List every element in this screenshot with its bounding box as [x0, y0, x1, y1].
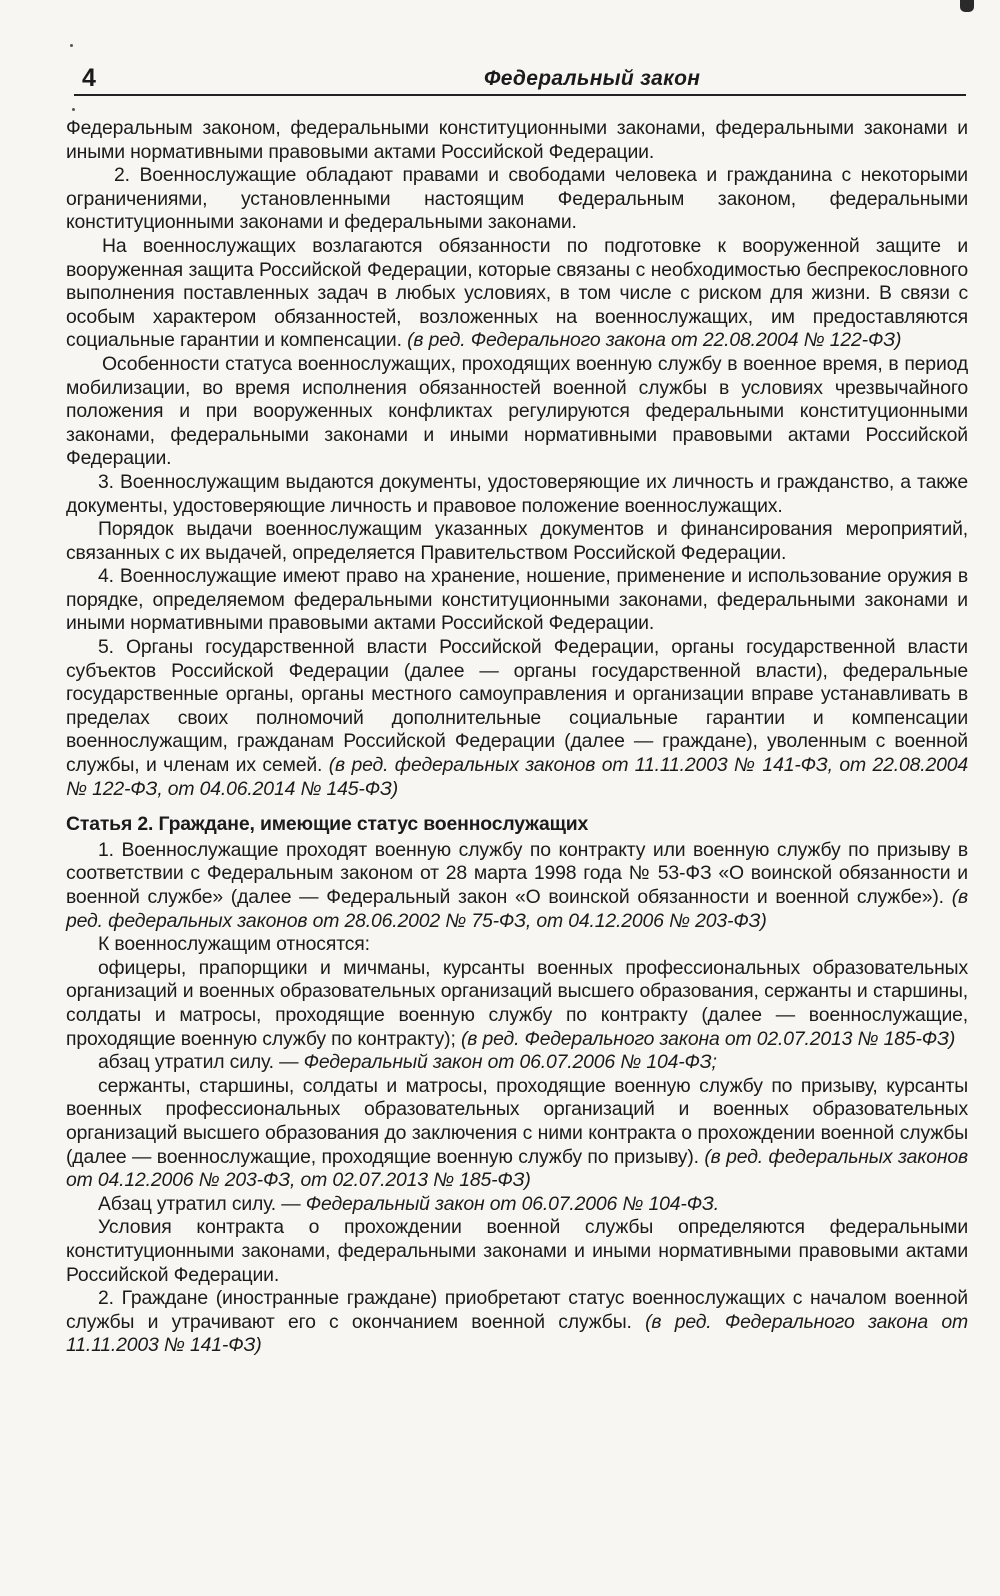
paragraph: Федеральным законом, федеральными конституционными законами, федеральными законами и иными нормативными правовыми актами Российской Федерации. [66, 117, 968, 163]
paragraph: На военнослужащих возлагаются обязанности по подготовке к вооруженной защите и вооруженная защита Российской Федерации, которые связаны с необходимостью беспрекословного выполнения поставленных задач в любых условиях, в том числе с риском для жизни. В связи с особым характером обязанностей, возложенных на военнослужащих, им предоставляются социальные гарантии и компенсации. (в ред. Федерального закона от 22.08.2004 № 122-ФЗ) [66, 234, 968, 352]
scan-artifact [960, 0, 974, 12]
amendment-reference: (в ред. федеральных законов от 28.06.2002 № 75-ФЗ, от 04.12.2006 № 203-ФЗ) [66, 886, 968, 932]
amendment-reference: (в ред. федеральных законов от 11.11.2003 № 141-ФЗ, от 22.08.2004 № 122-ФЗ, от 04.06.2014 № 145-ФЗ) [66, 754, 968, 800]
article-heading: Статья 2. Граждане, имеющие статус военнослужащих [66, 813, 589, 836]
amendment-reference: (в ред. Федерального закона от 22.08.2004 № 122-ФЗ) [407, 329, 902, 352]
amendment-reference: (в ред. федеральных законов от 04.12.2006 № 203-ФЗ, от 02.07.2013 № 185-ФЗ) [66, 1145, 968, 1192]
paragraph: Порядок выдачи военнослужащим указанных документов и финансирования мероприятий, связанных с их выдачей, определяется Правительством Российской Федерации. [66, 518, 968, 564]
paragraph: К военнослужащим относятся: [98, 933, 370, 956]
running-title: Федеральный закон [484, 67, 701, 90]
paragraph: офицеры, прапорщики и мичманы, курсанты военных профессиональных образовательных организаций и военных образовательных организаций высшего образования, сержанты и старшины, солдаты и матросы, проходящие военную службу по контракту (далее — военнослужащие, проходящие военную службу по контракту); (в ред. Федерального закона от 02.07.2013 № 185-ФЗ) [66, 956, 968, 1050]
amendment-reference: (в ред. Федерального закона от 02.07.2013 № 185-ФЗ) [460, 1027, 956, 1050]
paragraph: Особенности статуса военнослужащих, проходящих военную службу в военное время, в период мобилизации, во время исполнения обязанностей военной службы в условиях чрезвычайного положения и при вооруженных конфликтах регулируются федеральными конституционными законами, федеральными законами и иными нормативными правовыми актами Российской Федерации. [66, 352, 968, 470]
paragraph: 2. Граждане (иностранные граждане) приобретают статус военнослужащих с началом военной службы и утрачивают его с окончанием военной службы. (в ред. Федерального закона от 11.11.2003 № 141-ФЗ) [66, 1287, 968, 1357]
document-body [66, 117, 968, 1358]
paragraph: абзац утратил силу. — Федеральный закон от 06.07.2006 № 104-ФЗ; [98, 1051, 717, 1074]
amendment-reference: Федеральный закон от 06.07.2006 № 104-ФЗ; [303, 1051, 717, 1074]
paragraph: 5. Органы государственной власти Российской Федерации, органы государственной власти субъектов Российской Федерации (далее — органы государственной власти), федеральные государственные органы, органы местного самоуправления и организации вправе устанавливать в пределах своих полномочий дополнительные социальные гарантии и компенсации военнослужащим, гражданам Российской Федерации (далее — граждане), уволенным с военной службы, и членам их семей. (в ред. федеральных законов от 11.11.2003 № 141-ФЗ, от 22.08.2004 № 122-ФЗ, от 04.06.2014 № 145-ФЗ) [66, 636, 968, 800]
paragraph: 1. Военнослужащие проходят военную службу по контракту или военную службу по призыву в соответствии с Федеральным законом от 28 марта 1998 года № 53-ФЗ «О воинской обязанности и военной службе» (далее — Федеральный закон «О воинской обязанности и военной службе»). (в ред. федеральных законов от 28.06.2002 № 75-ФЗ, от 04.12.2006 № 203-ФЗ) [66, 838, 968, 932]
paragraph: 4. Военнослужащие имеют право на хранение, ношение, применение и использование оружия в порядке, определяемом федеральными конституционными законами, федеральными законами и иными нормативными правовыми актами Российской Федерации. [66, 565, 968, 635]
paragraph: 3. Военнослужащим выдаются документы, удостоверяющие их личность и гражданство, а также документы, удостоверяющие личность и правовое положение военнослужащих. [66, 470, 968, 517]
paragraph: Абзац утратил силу. — Федеральный закон от 06.07.2006 № 104-ФЗ. [98, 1192, 719, 1215]
paragraph: сержанты, старшины, солдаты и матросы, проходящие военную службу по призыву, курсанты военных профессиональных образовательных организаций и военных образовательных организаций высшего образования до заключения с ними контракта о прохождении военной службы (далее — военнослужащие, проходящие военную службу по призыву). (в ред. федеральных законов от 04.12.2006 № 203-ФЗ, от 02.07.2013 № 185-ФЗ) [66, 1074, 968, 1192]
running-header [74, 60, 966, 96]
page-number: 4 [82, 64, 96, 92]
paragraph: 2. Военнослужащие обладают правами и свободами человека и гражданина с некоторыми ограничениями, установленными настоящим Федеральным законом, федеральными конституционными законами и федеральными законами. [66, 164, 968, 234]
paragraph: Условия контракта о прохождении военной службы определяются федеральными конституционными законами, федеральными законами и иными нормативными правовыми актами Российской Федерации. [66, 1216, 968, 1286]
amendment-reference: Федеральный закон от 06.07.2006 № 104-ФЗ. [305, 1192, 719, 1215]
scan-speck [72, 108, 75, 111]
amendment-reference: (в ред. Федерального закона от 11.11.2003 № 141-ФЗ) [66, 1310, 968, 1357]
scan-speck [70, 44, 73, 47]
